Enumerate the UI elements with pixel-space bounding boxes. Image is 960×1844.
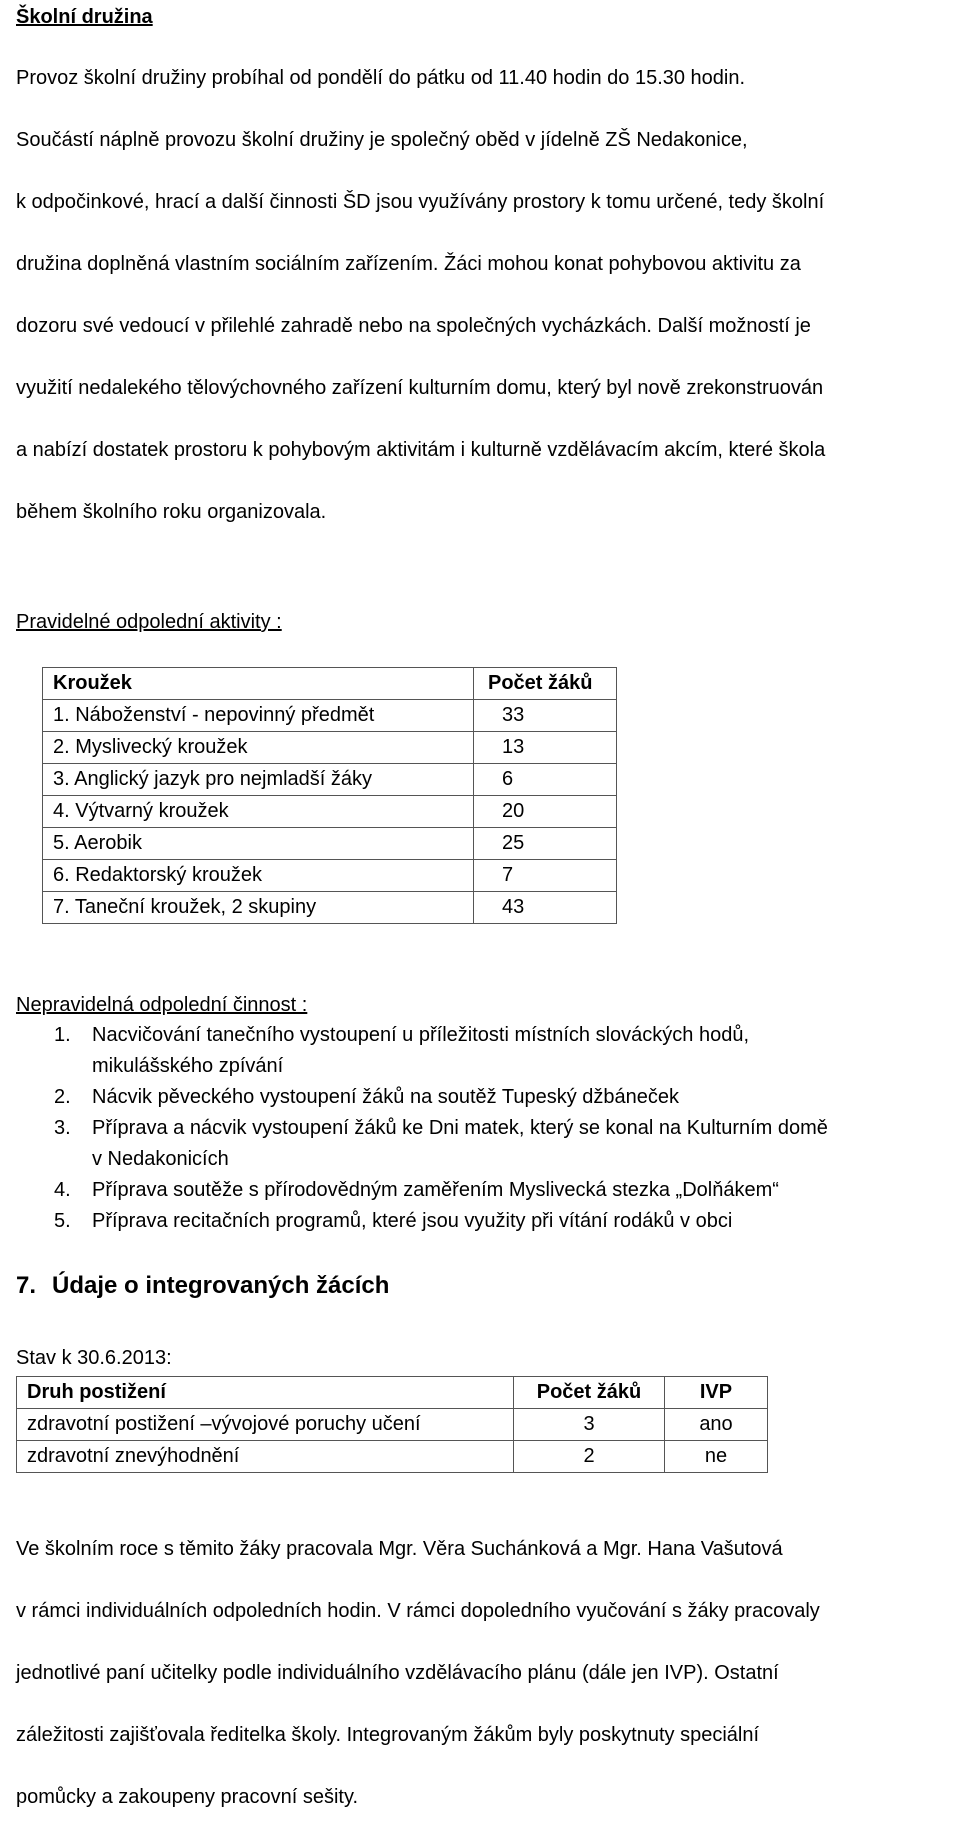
list-item-line: Příprava soutěže s přírodovědným zaměřením Myslivecká stezka „Dolňákem“ <box>92 1179 779 1201</box>
krouzek-count: 7 <box>474 860 617 892</box>
list-item <box>16 1206 956 1237</box>
list-item <box>16 1082 956 1113</box>
table-header-ivp: IVP <box>665 1377 768 1409</box>
list-item <box>16 1175 956 1206</box>
table-row <box>17 1441 768 1473</box>
krouzek-name: 6. Redaktorský kroužek <box>43 860 474 892</box>
krouzek-name: 1. Náboženství - nepovinný předmět <box>43 700 474 732</box>
table-row <box>43 700 617 732</box>
paragraph-line: záležitosti zajišťovala ředitelka školy. Integrovaným žákům byly poskytnuty speciální <box>16 1724 760 1746</box>
ivp-value: ne <box>665 1441 768 1473</box>
section-number: 7. <box>16 1272 37 1299</box>
section-heading-text: Údaje o integrovaných žácích <box>52 1272 390 1299</box>
krouzek-count: 6 <box>474 764 617 796</box>
section-title-skolni-druzina: Školní družina <box>16 6 153 28</box>
pocet-zaku: 2 <box>514 1441 665 1473</box>
paragraph-line: dozoru své vedoucí v přilehlé zahradě nebo na společných vycházkách. Další možností je <box>16 315 811 337</box>
krouzek-name: 4. Výtvarný kroužek <box>43 796 474 828</box>
krouzek-name: 2. Myslivecký kroužek <box>43 732 474 764</box>
list-item-number: 4. <box>54 1179 71 1201</box>
krouzek-count: 20 <box>474 796 617 828</box>
paragraph-line: Provoz školní družiny probíhal od pondělí do pátku od 11.40 hodin do 15.30 hodin. <box>16 67 746 89</box>
table-header-pocet: Počet žáků <box>474 668 617 700</box>
list-item-line: Nácvik pěveckého vystoupení žáků na soutěž Tupeský džbáneček <box>92 1086 680 1108</box>
integrovani-paragraph <box>16 1503 956 1844</box>
krouzek-count: 13 <box>474 732 617 764</box>
table-header-pocet: Počet žáků <box>514 1377 665 1409</box>
table-row <box>43 828 617 860</box>
paragraph-line: a nabízí dostatek prostoru k pohybovým aktivitám i kulturně vzdělávacím akcím, které škola <box>16 439 826 461</box>
table-row <box>43 860 617 892</box>
document-page <box>16 2 956 1844</box>
druh-postizeni: zdravotní znevýhodnění <box>17 1441 514 1473</box>
list-item-line: mikulášského zpívání <box>92 1055 284 1077</box>
krouzek-count: 43 <box>474 892 617 924</box>
list-item <box>16 1113 956 1175</box>
list-item-number: 1. <box>54 1024 71 1046</box>
table-row <box>43 764 617 796</box>
paragraph-line: v rámci individuálních odpoledních hodin. V rámci dopoledního vyučování s žáky pracovaly <box>16 1600 820 1622</box>
table-header-row <box>17 1377 768 1409</box>
krouzek-name: 3. Anglický jazyk pro nejmladší žáky <box>43 764 474 796</box>
list-item <box>16 1020 956 1082</box>
pocet-zaku: 3 <box>514 1409 665 1441</box>
krouzek-count: 33 <box>474 700 617 732</box>
table-row <box>17 1409 768 1441</box>
table-header-krouzek: Kroužek <box>43 668 474 700</box>
paragraph-line: během školního roku organizovala. <box>16 501 327 523</box>
list-item-number: 2. <box>54 1086 71 1108</box>
list-item-number: 5. <box>54 1210 71 1232</box>
paragraph-line: Součástí náplně provozu školní družiny je společný oběd v jídelně ZŠ Nedakonice, <box>16 129 748 151</box>
krouzek-name: 7. Taneční kroužek, 2 skupiny <box>43 892 474 924</box>
paragraph-line: pomůcky a zakoupeny pracovní sešity. <box>16 1786 359 1808</box>
krouzek-count: 25 <box>474 828 617 860</box>
section-heading-nepravidelne: Nepravidelná odpolední činnost : <box>16 994 308 1016</box>
table-header-row <box>43 668 617 700</box>
section-heading-integrovani <box>16 1269 956 1303</box>
paragraph-line: jednotlivé paní učitelky podle individuálního vzdělávacího plánu (dále jen IVP). Ostatní <box>16 1662 779 1684</box>
krouzek-name: 5. Aerobik <box>43 828 474 860</box>
list-item-line: Příprava recitačních programů, které jsou využity při vítání rodáků v obci <box>92 1210 733 1232</box>
paragraph-line: Ve školním roce s těmito žáky pracovala Mgr. Věra Suchánková a Mgr. Hana Vašutová <box>16 1538 783 1560</box>
ivp-value: ano <box>665 1409 768 1441</box>
list-item-line: Příprava a nácvik vystoupení žáků ke Dni matek, který se konal na Kulturním domě <box>92 1117 828 1139</box>
list-item-line: v Nedakonicích <box>92 1148 229 1170</box>
section-heading-pravidelne: Pravidelné odpolední aktivity : <box>16 611 282 633</box>
table-row <box>43 892 617 924</box>
krouzky-table <box>42 667 617 924</box>
stav-label: Stav k 30.6.2013: <box>16 1347 172 1369</box>
paragraph-line: družina doplněná vlastním sociálním zařízením. Žáci mohou konat pohybovou aktivitu za <box>16 253 801 275</box>
paragraph-line: k odpočinkové, hrací a další činnosti ŠD jsou využívány prostory k tomu určené, tedy školní <box>16 191 825 213</box>
nepravidelne-list <box>16 1020 956 1237</box>
list-item-line: Nacvičování tanečního vystoupení u příležitosti místních slováckých hodů, <box>92 1024 750 1046</box>
table-row <box>43 796 617 828</box>
list-item-number: 3. <box>54 1117 71 1139</box>
table-row <box>43 732 617 764</box>
integrovani-table <box>16 1376 768 1473</box>
druzina-paragraph <box>16 32 956 559</box>
table-header-druh: Druh postižení <box>17 1377 514 1409</box>
paragraph-line: využití nedalekého tělovýchovného zařízení kulturním domu, který byl nově zrekonstruován <box>16 377 824 399</box>
druh-postizeni: zdravotní postižení –vývojové poruchy učení <box>17 1409 514 1441</box>
